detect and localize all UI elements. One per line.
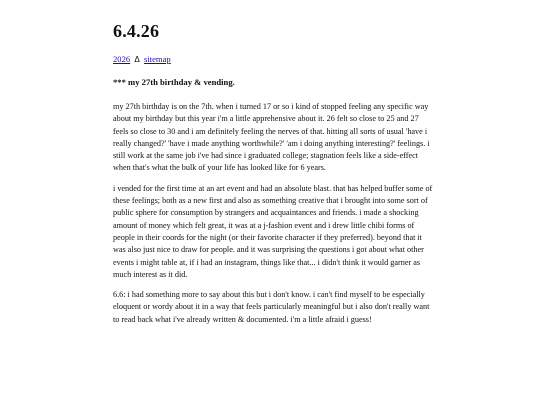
paragraph-birthday: my 27th birthday is on the 7th. when i turned 17 or so i kind of stopped feeling any specific way about my birthday but this year i'm a little apprehensive about it. 26 felt so close to 25 and 27 feels so close to 30 and i am definitely feeling the nerves of that. hitting all sorts of usual 'have i really changed?' 'have i made anything worthwhile?' 'am i doing anything interesting?' feelings. i still work at the same job i've had since i graduated college; stagnation feels like a side-effect when that's what the bulk of your life has looked like for 6 years. bbox=[113, 102, 430, 173]
year-link[interactable]: 2026 bbox=[113, 54, 131, 64]
delta-separator-icon: Δ bbox=[134, 55, 140, 64]
paragraph-update: 6.6: i had something more to say about this but i don't know. i can't find myself to be especially eloquent or wordy about it in a way that feels particularly meaningful but i also don't really want to read back what i've already written & documented. i'm a little afraid i guess! bbox=[113, 290, 430, 324]
sitemap-link[interactable]: sitemap bbox=[143, 54, 171, 64]
page-title: 6.4.26 bbox=[113, 21, 160, 41]
post-content bbox=[113, 20, 435, 326]
paragraph-vending: i vended for the first time at an art event and had an absolute blast. that has helped buffer some of these feelings; both as a new first and also as something creative that i brought into some sort of public sphere for consumption by strangers and acquaintances and friends. i made a shocking amount of money which felt great, it was at a j-fashion event and i drew little chibi forms of people in their coords for the night (or their favorite character if they preferred). beyond that it was also just nice to draw for people. and it was surprising the questions i got about what other events i might table at, if i had an instagram, things like that... i didn't think it would garner as much interest as it did. bbox=[113, 183, 433, 279]
post-heading: *** my 27th birthday & vending. bbox=[113, 77, 235, 87]
breadcrumb-nav bbox=[113, 54, 435, 65]
